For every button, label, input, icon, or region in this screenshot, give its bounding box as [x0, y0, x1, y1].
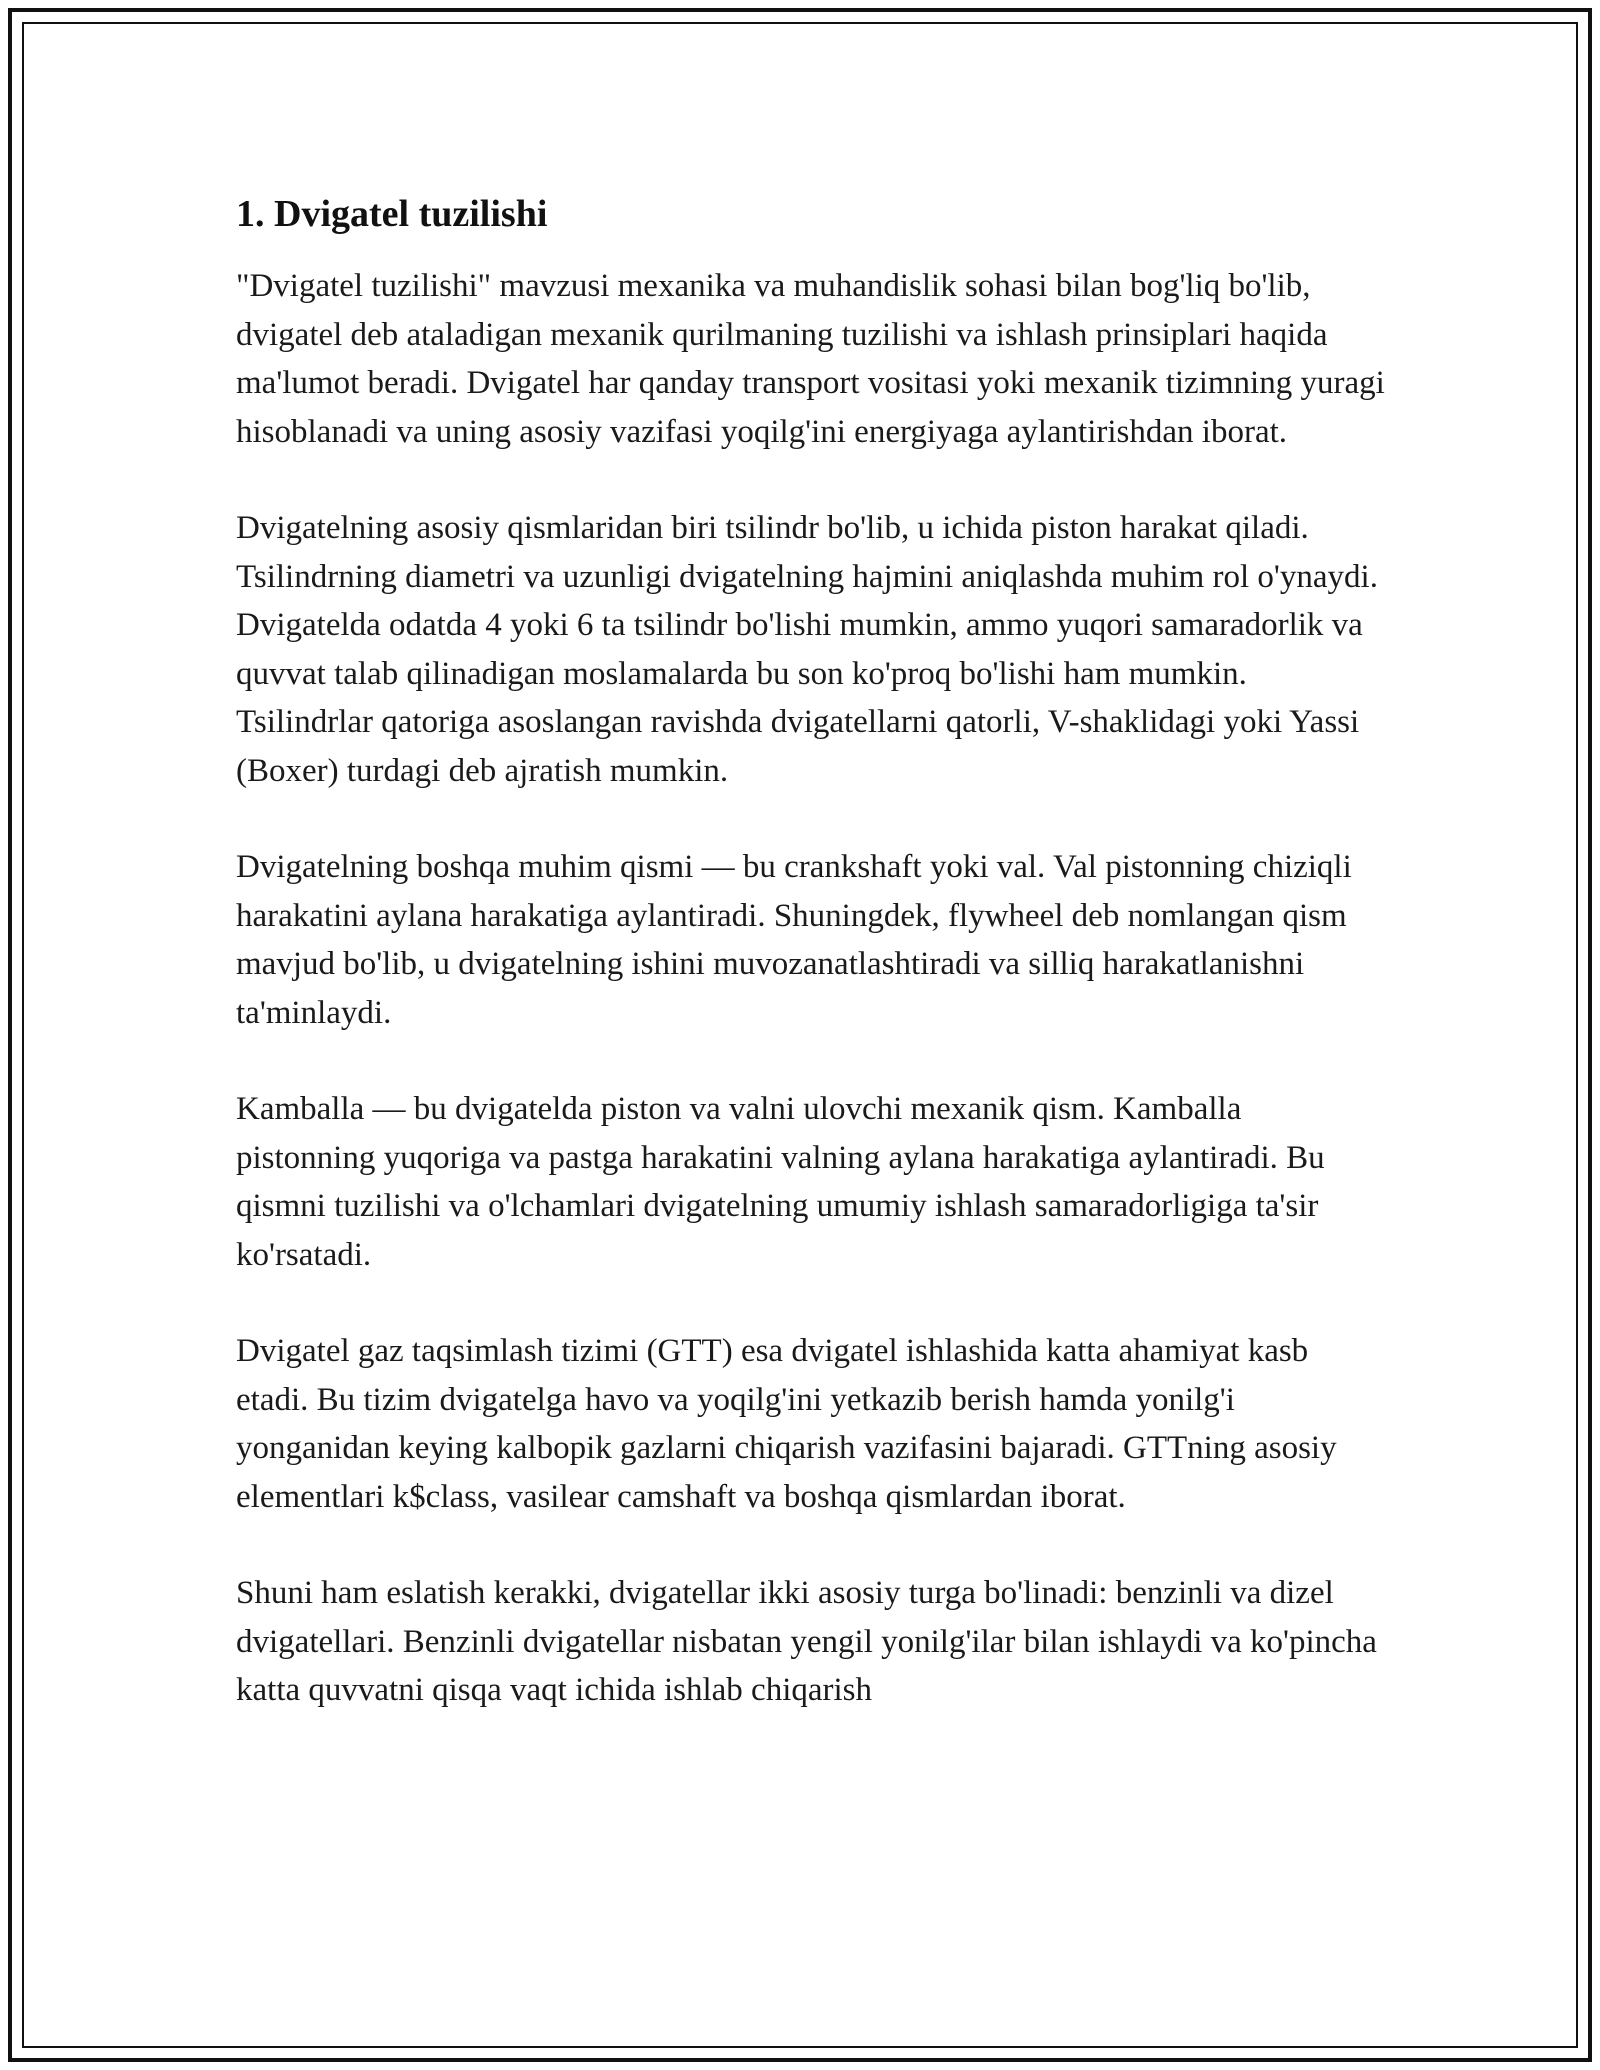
- paragraph-crankshaft: Dvigatelning boshqa muhim qismi — bu crankshaft yoki val. Val pistonning chiziqli harakatini aylana harakatiga aylantiradi. Shuningdek, flywheel deb nomlangan qism mavjud bo'lib, u dvigatelning ishini muvozanatlashtiradi va silliq harakatlanishni ta'minlaydi.: [236, 849, 1352, 1031]
- paragraph-valve-timing: Dvigatel gaz taqsimlash tizimi (GTT) esa dvigatel ishlashida katta ahamiyat kasb etadi. Bu tizim dvigatelga havo va yoqilg'ini yetkazib berish hamda yonilg'i yonganidan keying kalbopik gazlarni chiqarish vazifasini bajaradi. GTTning asosiy elementlari k$class, vasilear camshaft va boshqa qismlardan iborat.: [236, 1333, 1337, 1515]
- paragraph-intro: "Dvigatel tuzilishi" mavzusi mexanika va muhandislik sohasi bilan bog'liq bo'lib, dvigatel deb ataladigan mexanik qurilmaning tuzilishi va ishlash prinsiplari haqida ma'lumot beradi. Dvigatel har qanday transport vositasi yoki mexanik tizimning yuragi hisoblanadi va uning asosiy vazifasi yoqilg'ini energiyaga aylantirishdan iborat.: [236, 268, 1385, 450]
- section-heading: 1. Dvigatel tuzilishi: [236, 193, 548, 235]
- paragraph-cylinder: Dvigatelning asosiy qismlaridan biri tsilindr bo'lib, u ichida piston harakat qiladi. Tsilindrning diametri va uzunligi dvigatelning hajmini aniqlashda muhim rol o'ynaydi. Dvigatelda odatda 4 yoki 6 ta tsilindr bo'lishi mumkin, ammo yuqori samaradorlik va quvvat talab qilinadigan moslamalarda bu son ko'proq bo'lishi ham mumkin. Tsilindrlar qatoriga asoslangan ravishda dvigatellarni qatorli, V-shaklidagi yoki Yassi (Boxer) turdagi deb ajratish mumkin.: [236, 510, 1378, 789]
- paragraph-engine-types: Shuni ham eslatish kerakki, dvigatellar ikki asosiy turga bo'linadi: benzinli va dizel dvigatellari. Benzinli dvigatellar nisbatan yengil yonilg'ilar bilan ishlaydi va ko'pincha katta quvvatni qisqa vaqt ichida ishlab chiqarish: [236, 1575, 1377, 1708]
- paragraph-connecting-rod: Kamballa — bu dvigatelda piston va valni ulovchi mexanik qism. Kamballa pistonning yuqoriga va pastga harakatini valning aylana harakatiga aylantiradi. Bu qismni tuzilishi va o'lchamlari dvigatelning umumiy ishlash samaradorligiga ta'sir ko'rsatadi.: [236, 1091, 1325, 1273]
- document-body: [236, 188, 1386, 1763]
